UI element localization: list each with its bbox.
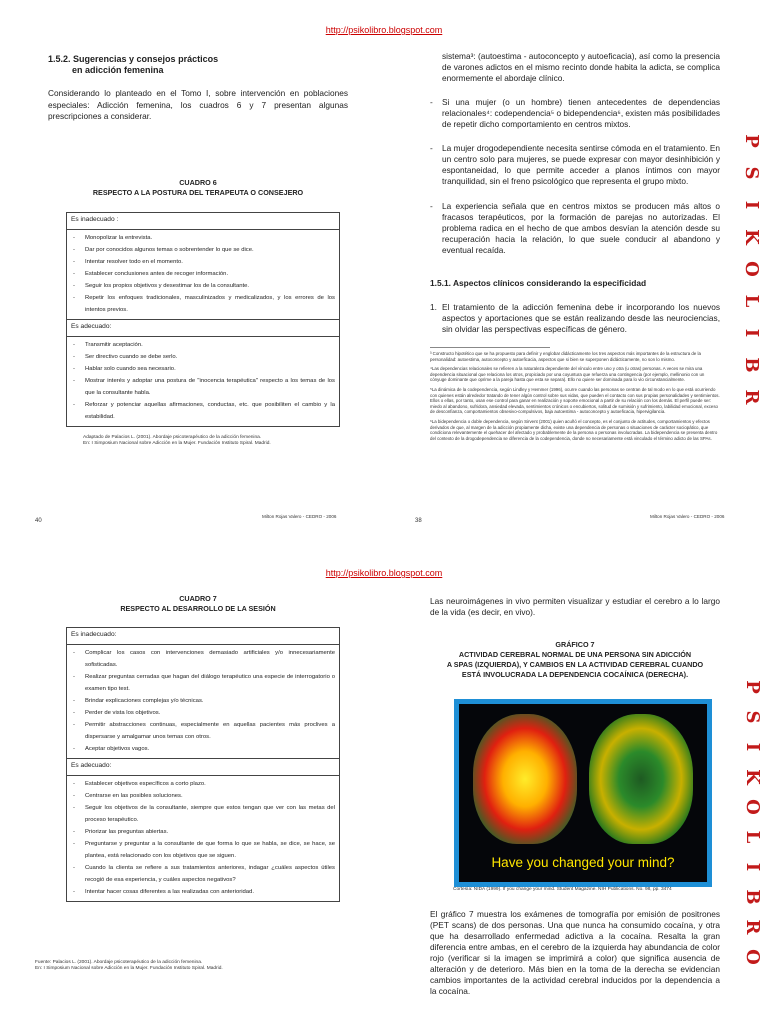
list-item: - Permitir abstracciones continuas, especialmente en aquellas pacientes más proclives a dispersarse y amalgamar unos temas con otros. — [71, 719, 335, 743]
top-right-column — [430, 51, 720, 441]
watermark-letter: O — [741, 261, 762, 277]
cuadro7-source-line1: Fuente: Palacios L. (2001). Abordaje psicoterapéutico de la adicción femenina. — [35, 960, 203, 965]
list-item: - Centrarse en las posibles soluciones. — [71, 790, 335, 802]
intro-paragraph: Considerando lo planteado en el Tomo I, sobre intervención en poblaciones especiales: Adicción femenina, los cuadros 6 y 7 presentan algunas prescripciones a considerar. — [48, 88, 348, 121]
image-credit: Cortesía: NIDA (1999). If you change your mind. Student Magazine. NIH Publications. No. 98, pp. 3474 — [453, 887, 672, 892]
cuadro7-adequate-label: Es adecuado: — [67, 759, 339, 776]
list-item: - Establecer conclusiones antes de recoger información. — [71, 268, 335, 280]
list-item: - Perder de vista los objetivos. — [71, 707, 335, 719]
pet-scan-inner — [459, 704, 707, 882]
page-number-40: 40 — [35, 518, 42, 524]
bullet-experience: - La experiencia señala que en centros mixtos se producen más altos o fracasos terapéuticos, por la formación de parejas no autorizadas. El problema radica en el hecho de que ambos desvían la atención desde su recuperación hacia la relación, lo que suele conducir al abandono y eventual recaída. — [430, 201, 720, 256]
page-number-38: 38 — [415, 518, 422, 524]
footnote-6: ⁶La bidependencia o doble dependencia, según Sirvent (2001) quien acuñó el concepto, es el conjunto de actitudes, comportamientos y efectos derivados de que, al margen de la adicción propiamente dicha, existe una dependencia de personas o situaciones de carácter sociopático, que condiciona relevantemente el quehacer del afectado y probablemente de la persona o personas involucradas. La bidependencia se presenta dentro del contexto de la drogodependencia se diferencia de la codependencia, donde no necesariamente está vinculado el término adicto de las SPAs. — [430, 418, 718, 441]
watermark-letter: P — [741, 134, 762, 148]
top-url-link[interactable]: http://psikolibro.blogspot.com — [325, 25, 443, 35]
cuadro6-source-line2: En: I Simposium Nacional sobre Adicción en la Mujer. Fundación Instituto Spiral. Madrid. — [83, 440, 271, 446]
bottom-url-link[interactable]: http://psikolibro.blogspot.com — [325, 568, 443, 578]
grafico7-title: GRÁFICO 7 — [555, 640, 595, 649]
watermark-letter: S — [741, 166, 762, 180]
list-item: - Ser directivo cuando se debe serlo. — [71, 351, 335, 363]
list-item: - Reforzar y potenciar aquellas afirmaciones, conductas, etc. que posibiliten el cambio y la estabilidad. — [71, 399, 335, 423]
footnote-4: ⁴Las dependencias relacionales se refieren a la naturaleza dependiente del vínculo entre uno y otra (u otras) personas. A veces se mira una dependencia situacional que relaciona los otros, propiciado por una coyuntura que refuerza una contingencia (por ejemplo, mellinonio con un cónyuge dominante que oprime a la pareja hasta que esta se separa). Ello no quiere ser dominada para lo vio circunstancialmente. — [430, 366, 705, 383]
grafico7-subtitle-1: ACTIVIDAD CEREBRAL NORMAL DE UNA PERSONA SIN ADICCIÓN — [458, 650, 692, 659]
list-item: - Intentar hacer cosas diferentes a las realizadas con anterioridad. — [71, 886, 335, 898]
cuadro6-inadequate-list — [67, 230, 339, 319]
watermark-letter: I — [741, 328, 762, 338]
grafico7-subtitle-3: ESTÁ INVOLUCRADA LA DEPENDENCIA COCAÍNICA (DERECHA). — [461, 670, 689, 679]
numbered-item-marker: 1. — [430, 302, 437, 312]
watermark-letter: K — [741, 229, 762, 245]
neuroimaging-intro: Las neuroimágenes in vivo permiten visualizar y estudiar el cerebro a lo largo de la vida (es decir, en vivo). — [430, 596, 720, 617]
watermark-letter: O — [742, 949, 763, 965]
watermark-letter: I — [742, 742, 763, 752]
list-item: - Seguir los propios objetivos y desestimar los de la consultante. — [71, 280, 335, 292]
page-signature-right: Milton Rojas Valero - CEDRO - 2006 — [650, 514, 725, 519]
watermark-letter: B — [741, 357, 762, 373]
watermark-letter: R — [741, 389, 762, 405]
watermark-letter: P — [742, 680, 763, 694]
watermark-letter: K — [742, 769, 763, 785]
watermark-letter: O — [742, 799, 763, 815]
list-item: - Aceptar objetivos vagos. — [71, 743, 335, 755]
list-item: - Hablar solo cuando sea necesario. — [71, 363, 335, 375]
numbered-item-1 — [430, 302, 720, 335]
brain-scan-cocaine — [589, 714, 693, 844]
page-signature-left: Milton Rojas Valero - CEDRO - 2006 — [262, 514, 337, 519]
cuadro6-inadequate-label: Es inadecuado : — [67, 213, 339, 230]
cuadro7-subtitle: RESPECTO AL DESARROLLO DE LA SESIÓN — [120, 604, 276, 613]
list-item: - Mostrar interés y adoptar una postura de "inocencia terapéutica" respecto a los temas de los que la consultante habla. — [71, 375, 335, 399]
bottom-right-column — [430, 596, 720, 680]
continuation-paragraph: sistema³: (autoestima - autoconcepto y autoeficacia), así como la presencia de varones adictos en el mismo recinto donde habita la adicta, se complica enormemente el abordaje clínico. — [442, 51, 720, 83]
cuadro6-adequate-label: Es adecuado: — [67, 320, 339, 337]
footnote-5: ⁵La dinámica de la codependencia, según Lindley y Hemmer (1996), ocurre cuando las personas se centran de tal modo en lo que está ocurriendo con quienes están alrededor tratando de tener algún control sobre sus vidas, que pueden el contacto con sus propias personalidades y sentimientos. Ellos o ellas, por tanto, usan ese control para ganar en realización y soporte emocional a partir de su relación con los demás. El perfil puede ser: miedo al abandono, sufridora, ansiedad elevada, sentimientos crónicos o encubiertos, solitud de sumisión y sufrimiento, labilidad emocional, exceso de desconfianza, comportamientos obsesivo-compulsivos, baja autoestima - autoconcepto y autoeficacia, hipervigilancia. — [430, 386, 720, 415]
section-heading-line2: en adicción femenina — [72, 65, 164, 75]
watermark-letter: R — [742, 919, 763, 935]
footnote-3: ³ Constructo hipotético que se ha propuesto para definir y englobar didácticamente los tres aspectos más importantes de la estructura de la personalidad: autoestima, autoconcepto y autoeficacia, aspectos que si bien se superponen didácticamente, no son lo mismo. — [430, 351, 701, 362]
list-item: - Repetir los enfoques tradicionales, masculinizados y medicalizados, y los errores de los intentos previos. — [71, 292, 335, 316]
cuadro7-inadequate-list — [67, 645, 339, 758]
grafico7-subtitle-2: A SPAS (IZQUIERDA), Y CAMBIOS EN LA ACTIVIDAD CEREBRAL CUANDO — [446, 660, 704, 669]
cuadro6-source-line1: Adaptado de Palacios L. (2001). Abordaje psicoterapéutico de la adicción femenina. — [83, 434, 262, 440]
bottom-left-column — [48, 594, 348, 902]
list-item: - Dar por conocidos algunos temas o sobrentender lo que se dice. — [71, 244, 335, 256]
top-left-column — [48, 54, 348, 447]
list-item: - Brindar explicaciones complejas y/o técnicas. — [71, 695, 335, 707]
bullet-relational: - Si una mujer (o un hombre) tienen antecedentes de dependencias relacionales⁴: codependencia⁵ o bidependencia⁶, existen más posibilidades de repetir dicho comportamiento en centros mixtos. — [430, 97, 720, 130]
brain-scan-normal — [473, 714, 577, 844]
side-watermark-bottom — [738, 672, 763, 972]
list-item: - Establecer objetivos específicos a corto plazo. — [71, 778, 335, 790]
list-item: - Transmitir aceptación. — [71, 339, 335, 351]
subheading-aspectos-clinicos: 1.5.1. Aspectos clínicos considerando la especificidad — [430, 278, 647, 288]
watermark-letter: L — [741, 294, 762, 308]
cuadro7-inadequate-label: Es inadecuado: — [67, 628, 339, 645]
cuadro7-table — [66, 627, 340, 902]
list-item: - Cuando la clienta se refiere a sus tratamientos anteriores, indagar ¿cuáles aspectos útiles recogió de esa experiencia, y cuáles aspectos negativos? — [71, 862, 335, 886]
cuadro7-adequate-list — [67, 776, 339, 901]
bullet-comfort: - La mujer drogodependiente necesita sentirse cómoda en el tratamiento. En un centro solo para mujeres, se puede expresar con mayor desinhibición y espontaneidad, lo que permite acceder a planos íntimos con mayor tranquilidad, sin el freno psicológico que representa el grupo mixto. — [430, 143, 720, 187]
cuadro6-subtitle: RESPECTO A LA POSTURA DEL TERAPEUTA O CONSEJERO — [92, 187, 304, 197]
list-item: - Intentar resolver todo en el momento. — [71, 256, 335, 268]
image-caption: Have you changed your mind? — [491, 855, 675, 870]
section-heading-line1: 1.5.2. Sugerencias y consejos prácticos — [48, 54, 219, 64]
list-item: - Preguntarse y preguntar a la consultante de que forma lo que se habla, se dice, se hace, se plantea, está relacionado con los objetivos que se siguen. — [71, 838, 335, 862]
cuadro7-source-line2: En: I Simposium Nacional sobre Adicción en la Mujer. Fundación Instituto Spiral. Madrid. — [35, 966, 223, 971]
watermark-letter: B — [742, 889, 763, 905]
list-item: - Realizar preguntas cerradas que hagan del diálogo terapéutico una especie de interrogatorio o examen tipo test. — [71, 671, 335, 695]
list-item: - Priorizar las preguntas abiertas. — [71, 826, 335, 838]
watermark-letter: L — [742, 830, 763, 844]
list-item: - Monopolizar la entrevista. — [71, 232, 335, 244]
watermark-letter: I — [742, 862, 763, 872]
cuadro6-title: CUADRO 6 — [179, 177, 217, 187]
list-item: - Seguir los objetivos de la consultante, siempre que estos tengan que ver con las metas del proceso terapéutico. — [71, 802, 335, 826]
footnote-divider — [430, 347, 550, 348]
cuadro6-adequate-list — [67, 337, 339, 426]
watermark-letter: S — [742, 710, 763, 724]
numbered-item-text: El tratamiento de la adicción femenina debe ir incorporando los nuevos aspectos y aportaciones que se están realizando desde las neurociencias, sin olvidar las perspectivas específicas de género. — [442, 302, 720, 334]
list-item: - Complicar los casos con intervenciones demasiado artificiales y/o innecesariamente sofisticadas. — [71, 647, 335, 671]
watermark-letter: I — [741, 200, 762, 210]
pet-scan-image — [454, 699, 712, 887]
cuadro6-table — [66, 212, 340, 427]
cuadro7-title: CUADRO 7 — [179, 594, 217, 603]
side-watermark-top — [736, 125, 762, 413]
grafico7-explanation: El gráfico 7 muestra los exámenes de tomografía por emisión de positrones (PET scans) de dos personas. Una que nunca ha consumido cocaína, y otra que ha desarrollado enfermedad adictiva a la cocaína. Resalta la gran diferencia entre ambas, en el cerebro de la izquierda hay abundancia de color rojo (verificar si la imagen se imprimirá a color) que significa ausencia de alteración y de deterioro. Más bien en la toma de la derecha se evidencian cambios importantes de la actividad cerebral inducidos por la dependencia a la cocaína. — [430, 909, 720, 996]
